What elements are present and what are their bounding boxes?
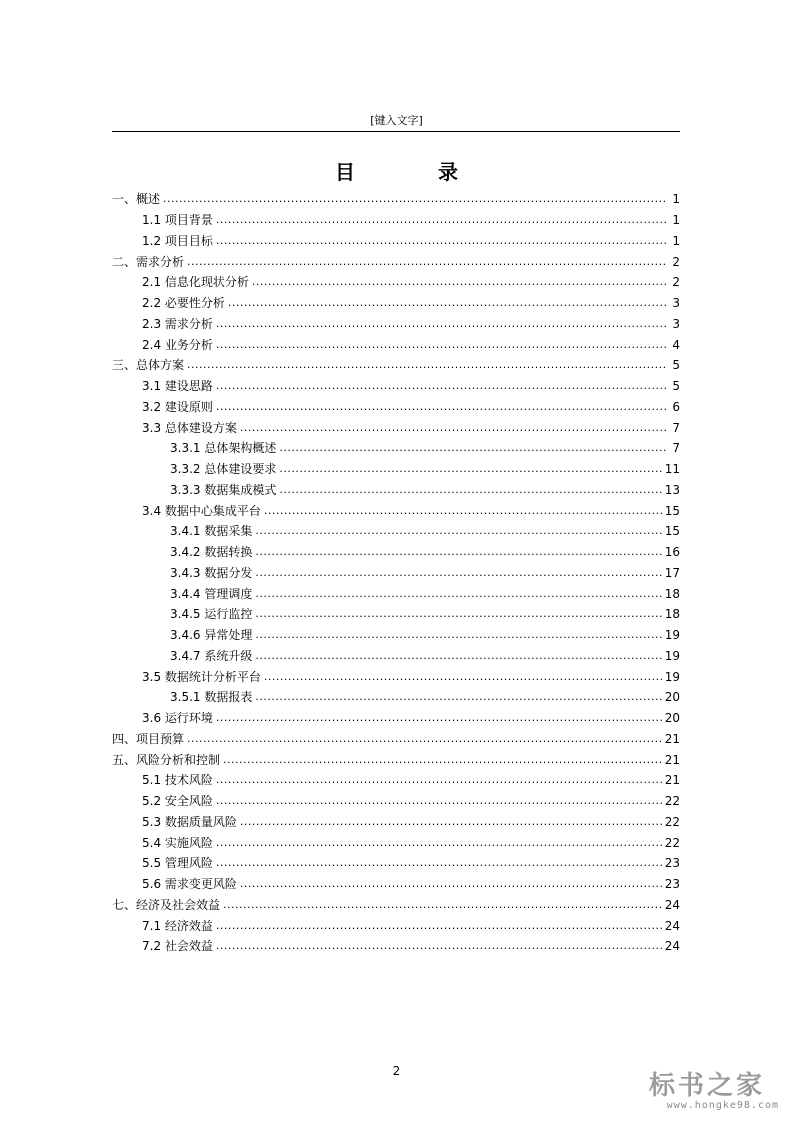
toc-entry[interactable] bbox=[112, 812, 680, 833]
toc-entry-page: 18 bbox=[664, 586, 680, 601]
toc-entry-label: 2.3 需求分析 bbox=[142, 316, 213, 331]
toc-entry-page: 20 bbox=[664, 690, 680, 705]
toc-leader-dots bbox=[216, 234, 667, 248]
toc-entry[interactable] bbox=[112, 272, 680, 293]
toc-leader-dots bbox=[255, 649, 661, 663]
toc-entry-label: 3.3.3 数据集成模式 bbox=[170, 482, 277, 497]
toc-entry-page: 20 bbox=[664, 711, 680, 726]
toc-entry-label: 3.4.7 系统升级 bbox=[170, 648, 253, 663]
toc-entry-page: 7 bbox=[672, 420, 680, 435]
toc-entry-page: 23 bbox=[664, 877, 680, 892]
toc-leader-dots bbox=[163, 192, 667, 206]
toc-entry-page: 5 bbox=[672, 358, 680, 373]
toc-entry[interactable] bbox=[112, 729, 680, 750]
toc-entry[interactable] bbox=[112, 708, 680, 729]
toc-entry-page: 13 bbox=[664, 482, 680, 497]
toc-entry[interactable] bbox=[112, 293, 680, 314]
toc-entry-label: 三、总体方案 bbox=[112, 358, 185, 373]
toc-leader-dots bbox=[223, 753, 662, 767]
toc-entry[interactable] bbox=[112, 314, 680, 335]
toc-entry-label: 二、需求分析 bbox=[112, 254, 185, 269]
toc-leader-dots bbox=[216, 711, 662, 725]
toc-entry[interactable] bbox=[112, 666, 680, 687]
toc-entry-label: 3.4.4 管理调度 bbox=[170, 586, 253, 601]
toc-leader-dots bbox=[216, 400, 667, 414]
toc-leader-dots bbox=[216, 836, 662, 850]
toc-entry[interactable] bbox=[112, 832, 680, 853]
toc-entry-page: 1 bbox=[672, 213, 680, 228]
toc-entry-label: 3.4.6 异常处理 bbox=[170, 628, 253, 643]
toc-entry[interactable] bbox=[112, 231, 680, 252]
toc-entry[interactable] bbox=[112, 646, 680, 667]
toc-entry-page: 1 bbox=[672, 192, 680, 207]
toc-entry-label: 3.2 建设原则 bbox=[142, 399, 213, 414]
toc-entry[interactable] bbox=[112, 687, 680, 708]
toc-entry-page: 2 bbox=[672, 275, 680, 290]
toc-leader-dots bbox=[255, 524, 661, 538]
toc-entry[interactable] bbox=[112, 604, 680, 625]
toc-entry-page: 15 bbox=[664, 503, 680, 518]
toc-entry[interactable] bbox=[112, 521, 680, 542]
toc-leader-dots bbox=[255, 607, 661, 621]
toc-leader-dots bbox=[279, 441, 667, 455]
toc-leader-dots bbox=[216, 773, 662, 787]
toc-entry-label: 3.6 运行环境 bbox=[142, 711, 213, 726]
toc-entry-page: 1 bbox=[672, 233, 680, 248]
toc-entry[interactable] bbox=[112, 542, 680, 563]
toc-entry[interactable] bbox=[112, 355, 680, 376]
toc-entry-label: 3.4.5 运行监控 bbox=[170, 607, 253, 622]
toc-entry[interactable] bbox=[112, 770, 680, 791]
toc-entry-label: 3.4 数据中心集成平台 bbox=[142, 503, 261, 518]
toc-leader-dots bbox=[255, 628, 661, 642]
toc-leader-dots bbox=[255, 545, 661, 559]
toc-entry-label: 3.3.1 总体架构概述 bbox=[170, 441, 277, 456]
toc-entry[interactable] bbox=[112, 251, 680, 272]
watermark bbox=[640, 1063, 785, 1115]
toc-entry-label: 5.4 实施风险 bbox=[142, 835, 213, 850]
toc-leader-dots bbox=[228, 296, 667, 310]
watermark-url: www.hongke98.com bbox=[666, 1100, 779, 1111]
toc-entry-page: 24 bbox=[664, 939, 680, 954]
toc-entry[interactable] bbox=[112, 480, 680, 501]
toc-entry-page: 11 bbox=[664, 462, 680, 477]
toc-entry[interactable] bbox=[112, 915, 680, 936]
toc-leader-dots bbox=[216, 919, 662, 933]
toc-leader-dots bbox=[240, 877, 662, 891]
toc-entry-label: 3.5 数据统计分析平台 bbox=[142, 669, 261, 684]
page-header: [键入文字] bbox=[370, 114, 423, 127]
toc-entry-label: 1.1 项目背景 bbox=[142, 213, 213, 228]
toc-entry-label: 3.5.1 数据报表 bbox=[170, 690, 253, 705]
toc-leader-dots bbox=[255, 690, 661, 704]
toc-entry[interactable] bbox=[112, 853, 680, 874]
toc-leader-dots bbox=[216, 338, 667, 352]
toc-leader-dots bbox=[264, 670, 662, 684]
toc-entry-label: 3.1 建设思路 bbox=[142, 379, 213, 394]
toc-entry-label: 7.2 社会效益 bbox=[142, 939, 213, 954]
toc-leader-dots bbox=[223, 898, 662, 912]
header-divider bbox=[112, 131, 680, 132]
toc-entry-page: 21 bbox=[664, 731, 680, 746]
toc-entry[interactable] bbox=[112, 563, 680, 584]
toc-leader-dots bbox=[216, 939, 662, 953]
toc-entry-page: 19 bbox=[664, 648, 680, 663]
toc-leader-dots bbox=[252, 275, 667, 289]
toc-entry-page: 17 bbox=[664, 565, 680, 580]
toc-entry-label: 3.4.3 数据分发 bbox=[170, 565, 253, 580]
toc-leader-dots bbox=[255, 587, 661, 601]
toc-entry[interactable] bbox=[112, 874, 680, 895]
toc-entry-page: 5 bbox=[672, 379, 680, 394]
toc-entry-label: 3.4.2 数据转换 bbox=[170, 545, 253, 560]
toc-entry-label: 2.1 信息化现状分析 bbox=[142, 275, 249, 290]
toc-entry-page: 3 bbox=[672, 296, 680, 311]
toc-leader-dots bbox=[187, 255, 667, 269]
toc-leader-dots bbox=[255, 566, 661, 580]
toc-entry[interactable] bbox=[112, 625, 680, 646]
toc-entry-page: 22 bbox=[664, 814, 680, 829]
toc-entry-label: 3.3.2 总体建设要求 bbox=[170, 462, 277, 477]
toc-entry-label: 5.1 技术风险 bbox=[142, 773, 213, 788]
toc-entry-page: 21 bbox=[664, 752, 680, 767]
toc-leader-dots bbox=[240, 815, 662, 829]
toc-entry-page: 4 bbox=[672, 337, 680, 352]
toc-entry-page: 21 bbox=[664, 773, 680, 788]
toc-entry-label: 5.2 安全风险 bbox=[142, 794, 213, 809]
toc-leader-dots bbox=[216, 379, 667, 393]
toc-leader-dots bbox=[216, 794, 662, 808]
toc-leader-dots bbox=[216, 213, 667, 227]
toc-entry[interactable] bbox=[112, 936, 680, 957]
toc-entry-label: 2.2 必要性分析 bbox=[142, 296, 225, 311]
toc-entry[interactable] bbox=[112, 334, 680, 355]
toc-leader-dots bbox=[264, 504, 662, 518]
toc-entry[interactable] bbox=[112, 417, 680, 438]
toc-entry-label: 2.4 业务分析 bbox=[142, 337, 213, 352]
toc-entry-page: 19 bbox=[664, 669, 680, 684]
toc-entry[interactable] bbox=[112, 397, 680, 418]
toc-leader-dots bbox=[216, 856, 662, 870]
toc-entry[interactable] bbox=[112, 583, 680, 604]
toc-entry-label: 1.2 项目目标 bbox=[142, 233, 213, 248]
toc-entry[interactable] bbox=[112, 376, 680, 397]
toc-entry-page: 18 bbox=[664, 607, 680, 622]
toc-entry-label: 五、风险分析和控制 bbox=[112, 752, 221, 767]
toc-entry[interactable] bbox=[112, 459, 680, 480]
toc-entry-label: 3.3 总体建设方案 bbox=[142, 420, 237, 435]
toc-entry[interactable] bbox=[112, 438, 680, 459]
toc-entry-label: 5.3 数据质量风险 bbox=[142, 814, 237, 829]
toc-entry-label: 5.6 需求变更风险 bbox=[142, 877, 237, 892]
toc-entry[interactable] bbox=[112, 895, 680, 916]
toc-entry-label: 5.5 管理风险 bbox=[142, 856, 213, 871]
toc-entry-page: 22 bbox=[664, 835, 680, 850]
table-of-contents bbox=[112, 189, 680, 957]
toc-leader-dots bbox=[279, 483, 661, 497]
toc-entry-page: 15 bbox=[664, 524, 680, 539]
toc-entry-label: 3.4.1 数据采集 bbox=[170, 524, 253, 539]
toc-leader-dots bbox=[187, 358, 667, 372]
toc-entry-page: 16 bbox=[664, 545, 680, 560]
toc-entry-page: 24 bbox=[664, 918, 680, 933]
toc-entry-page: 7 bbox=[672, 441, 680, 456]
toc-entry-page: 23 bbox=[664, 856, 680, 871]
toc-entry[interactable] bbox=[112, 749, 680, 770]
toc-title: 目 录 bbox=[335, 160, 496, 184]
toc-entry-page: 2 bbox=[672, 254, 680, 269]
page-number: 2 bbox=[392, 1064, 401, 1078]
toc-entry-page: 24 bbox=[664, 897, 680, 912]
toc-entry-page: 22 bbox=[664, 794, 680, 809]
toc-leader-dots bbox=[279, 462, 661, 476]
toc-entry-page: 19 bbox=[664, 628, 680, 643]
toc-entry[interactable] bbox=[112, 210, 680, 231]
toc-entry-page: 6 bbox=[672, 399, 680, 414]
toc-entry-label: 7.1 经济效益 bbox=[142, 918, 213, 933]
watermark-logo: 标书之家 bbox=[648, 1071, 765, 1101]
toc-entry[interactable] bbox=[112, 791, 680, 812]
toc-leader-dots bbox=[240, 421, 667, 435]
toc-entry-label: 七、经济及社会效益 bbox=[112, 897, 221, 912]
toc-leader-dots bbox=[187, 732, 662, 746]
toc-entry[interactable] bbox=[112, 500, 680, 521]
toc-entry-label: 一、概述 bbox=[112, 192, 161, 207]
toc-leader-dots bbox=[216, 317, 667, 331]
toc-entry-page: 3 bbox=[672, 316, 680, 331]
toc-entry[interactable] bbox=[112, 189, 680, 210]
toc-entry-label: 四、项目预算 bbox=[112, 731, 185, 746]
